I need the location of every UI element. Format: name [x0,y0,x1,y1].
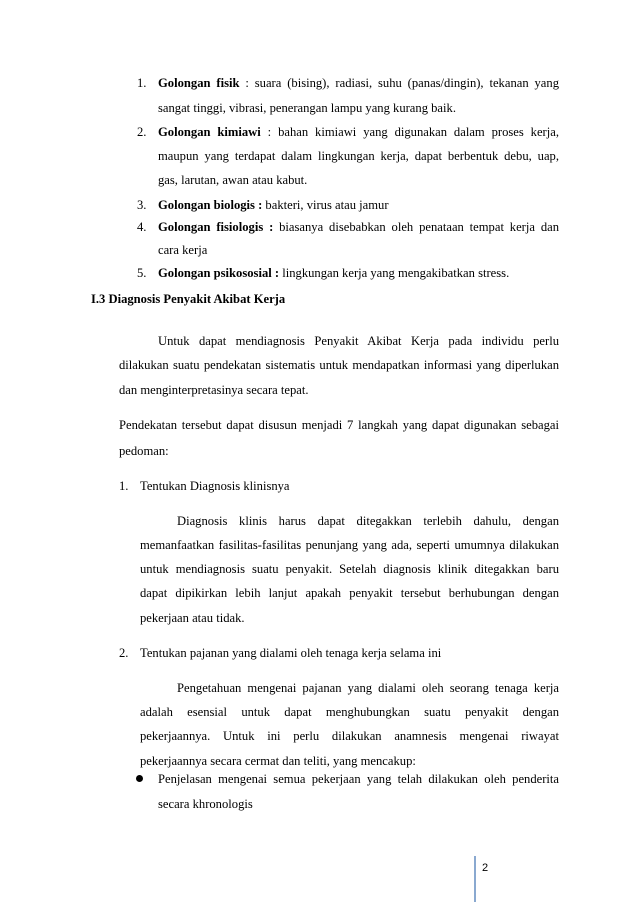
paragraph-line: Untuk dapat mendiagnosis Penyakit Akibat Kerja pada individu perlu [158,334,559,348]
paragraph-line: pekerjaan atau tidak. [140,611,245,625]
list-number: 4. [137,220,147,234]
list-item [158,266,509,281]
paragraph-line: dapat dipikirkan lebih lanjut apakah penyakit tersebut berhubungan dengan [140,586,559,600]
paragraph-line: untuk mendiagnosis suatu penyakit. Setelah diagnosis klinik ditegakkan baru [140,562,559,576]
list-item-continuation: cara kerja [158,243,208,257]
list-item-text: bakteri, virus atau jamur [262,198,389,212]
list-item-continuation: maupun yang terdapat dalam lingkungan kerja, dapat berbentuk debu, uap, [158,149,559,163]
list-item-term: Golongan psikososial : [158,266,280,280]
step-number: 1. [119,479,129,493]
list-item-continuation: gas, larutan, awan atau kabut. [158,173,308,187]
paragraph-line: Diagnosis klinis harus dapat ditegakkan terlebih dahulu, dengan [177,514,559,528]
list-item-term: Golongan fisiologis : [158,220,274,234]
bullet-icon [136,775,143,782]
list-item-text: : suara (bising), radiasi, suhu (panas/dingin), tekanan yang [239,76,559,90]
list-number: 1. [137,76,147,90]
page-number-divider [474,856,476,902]
step-number: 2. [119,646,129,660]
paragraph-line: dilakukan suatu pendekatan sistematis untuk mendapatkan informasi yang diperlukan [119,358,559,372]
paragraph-line: memanfaatkan fasilitas-fasilitas penunjang yang ada, seperti umumnya dilakukan [140,538,559,552]
step-title: Tentukan pajanan yang dialami oleh tenaga kerja selama ini [140,646,442,660]
list-number: 3. [137,198,147,212]
paragraph-line: pekerjaannya. Untuk ini perlu dilakukan anamnesis mengenai riwayat [140,729,559,743]
list-item-text: : bahan kimiawi yang digunakan dalam proses kerja, [260,125,559,139]
paragraph-line: dan menginterpretasinya secara tepat. [119,383,309,397]
step-title: Tentukan Diagnosis klinisnya [140,479,290,493]
paragraph-line: pekerjaannya secara cermat dan teliti, yang mencakup: [140,754,416,768]
list-number: 2. [137,125,147,139]
list-item-term: Golongan kimiawi [158,125,261,139]
list-item-term: Golongan biologis : [158,198,263,212]
paragraph-line: adalah esensial untuk dapat menghubungkan suatu penyakit dengan [140,705,559,719]
list-item [158,76,559,91]
paragraph-line: pedoman: [119,444,169,458]
list-item-continuation: sangat tinggi, vibrasi, penerangan lampu yang kurang baik. [158,101,456,115]
page-number: 2 [482,862,489,874]
paragraph-line: Pengetahuan mengenai pajanan yang dialami oleh seorang tenaga kerja [177,681,559,695]
list-item-term: Golongan fisik [158,76,240,90]
list-item [158,198,389,213]
list-item-text: lingkungan kerja yang mengakibatkan stress. [279,266,510,280]
list-item [158,220,559,235]
bullet-line: secara khronologis [158,797,253,811]
list-number: 5. [137,266,147,280]
paragraph-line: Pendekatan tersebut dapat disusun menjadi 7 langkah yang dapat digunakan sebagai [119,418,559,432]
section-heading: I.3 Diagnosis Penyakit Akibat Kerja [91,292,286,306]
list-item-text: biasanya disebabkan oleh penataan tempat kerja dan [273,220,559,234]
list-item [158,125,559,140]
bullet-line: Penjelasan mengenai semua pekerjaan yang telah dilakukan oleh penderita [158,772,559,786]
